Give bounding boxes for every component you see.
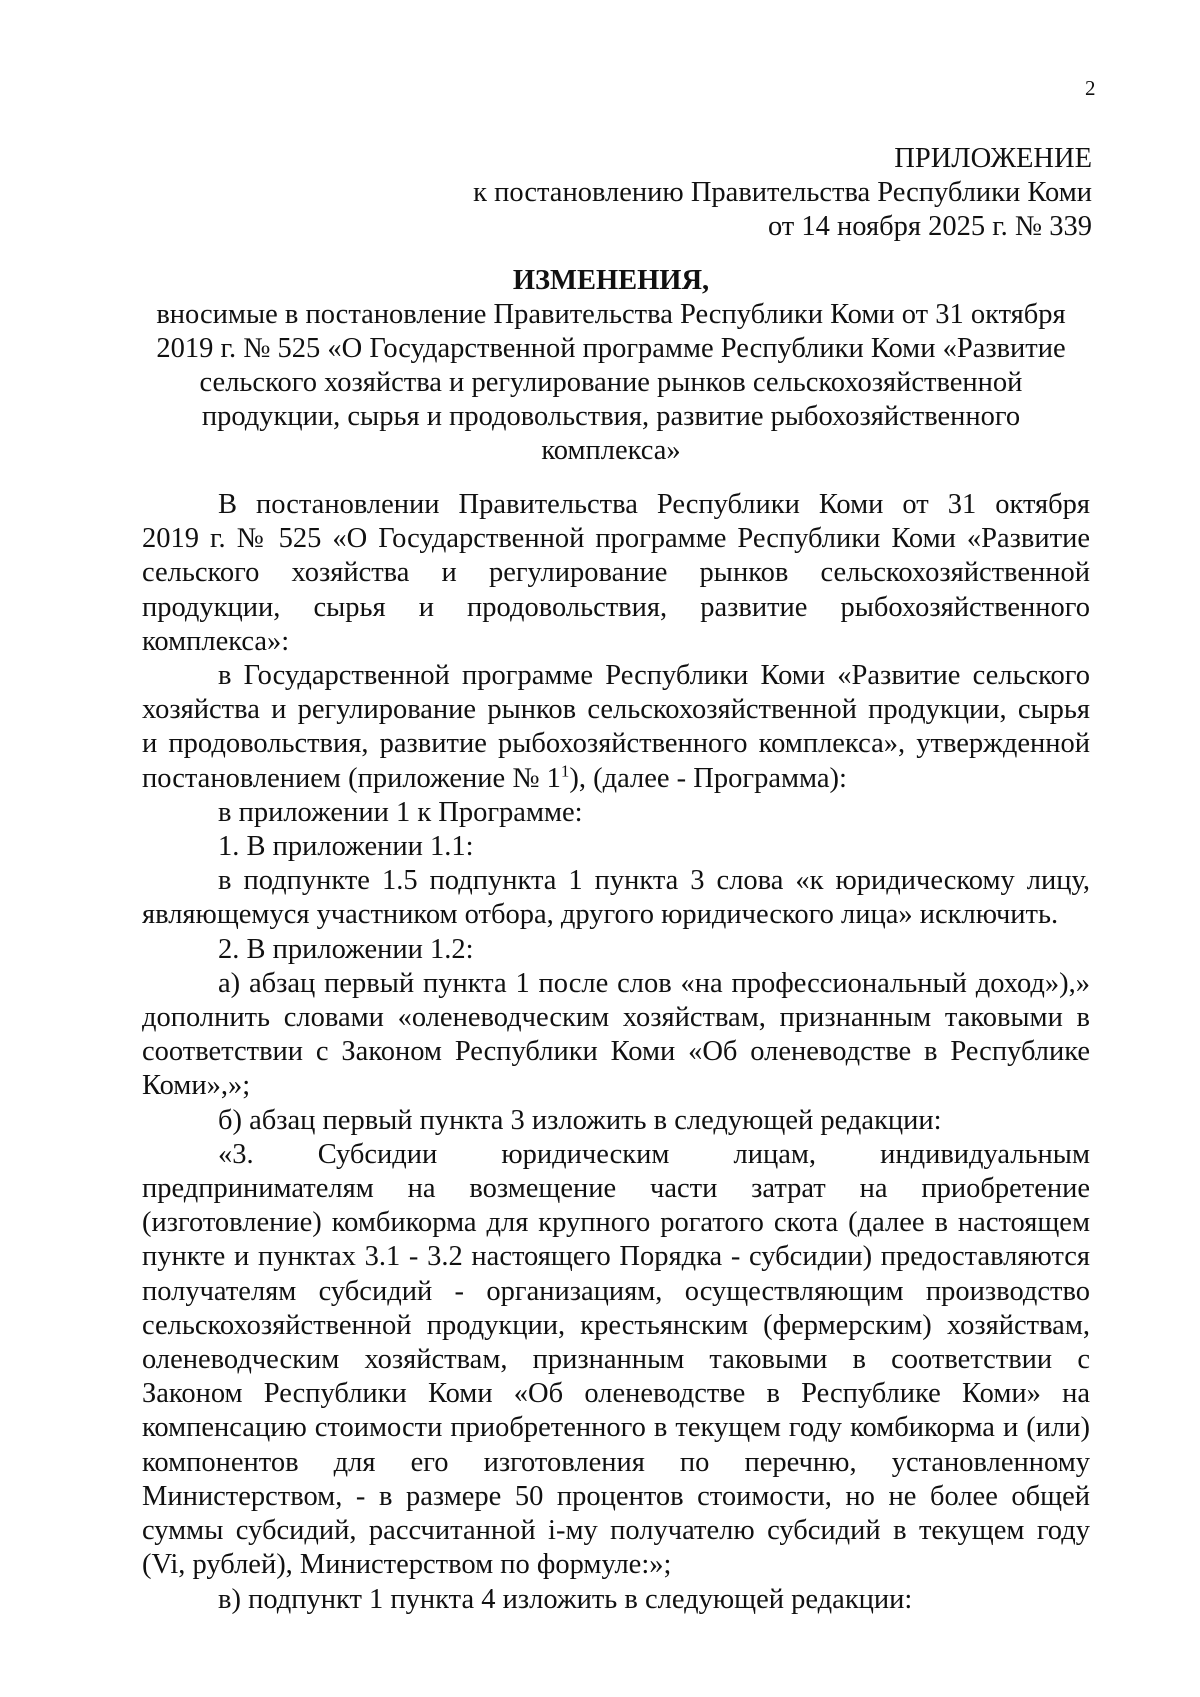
subtitle-line: 2019 г. № 525 «О Государственной программе Республики Коми «Развитие <box>156 333 1066 364</box>
text-line: являющемуся участником отбора, другого юридического лица» исключить. <box>142 899 1059 931</box>
text-line: в подпункте 1.5 подпункта 1 пункта 3 слова «к юридическому лицу, <box>218 865 1090 897</box>
appendix-resolution: к постановлению Правительства Республики Коми <box>473 177 1092 208</box>
text-line: б) абзац первый пункта 3 изложить в следующей редакции: <box>218 1104 942 1136</box>
text-line: хозяйства и регулирование рынков сельскохозяйственной продукции, сырья <box>142 694 1090 726</box>
text-line: Коми»,»; <box>142 1070 251 1102</box>
text-line: пункте и пунктах 3.1 - 3.2 настоящего Порядка - субсидии) предоставляются <box>142 1241 1090 1273</box>
text-line: суммы субсидий, рассчитанной i-му получателю субсидий в текущем году <box>142 1515 1090 1547</box>
paragraph <box>142 488 1090 659</box>
text-line: оленеводческим хозяйствам, признанным таковыми в соответствии с <box>142 1344 1090 1376</box>
text-line: сельского хозяйства и регулирование рынков сельскохозяйственной <box>142 557 1090 589</box>
text-line: комплекса»: <box>142 625 290 657</box>
appendix-header <box>392 142 1092 244</box>
subtitle-line: комплекса» <box>541 435 681 466</box>
text-line: Законом Республики Коми «Об оленеводстве в Республике Коми» на <box>142 1378 1090 1410</box>
text-line: (Vi, рублей), Министерством по формуле:»; <box>142 1549 672 1581</box>
paragraph <box>142 967 1090 1104</box>
document-body <box>142 488 1090 1617</box>
text-line: и продовольствия, развитие рыбохозяйственного комплекса», утвержденной <box>142 728 1090 760</box>
text-line: в) подпункт 1 пункта 4 изложить в следующей редакции: <box>218 1583 913 1615</box>
text-line: компонентов для его изготовления по перечню, установленному <box>142 1446 1090 1478</box>
text-fragment: ), (далее - Программа): <box>569 762 847 794</box>
paragraph <box>142 864 1090 932</box>
appendix-label: ПРИЛОЖЕНИЕ <box>894 143 1092 174</box>
text-line: компенсацию стоимости приобретенного в текущем году комбикорма и (или) <box>142 1412 1090 1444</box>
text-line: соответствии с Законом Республики Коми «Об оленеводстве в Республике <box>142 1036 1090 1068</box>
subtitle-line: сельского хозяйства и регулирование рынков сельскохозяйственной <box>199 367 1023 398</box>
text-line: в приложении 1 к Программе: <box>218 796 583 828</box>
text-line: (изготовление) комбикорма для крупного рогатого скота (далее в настоящем <box>142 1207 1090 1239</box>
appendix-date-number: от 14 ноября 2025 г. № 339 <box>767 211 1092 242</box>
text-line: предпринимателям на возмещение части затрат на приобретение <box>142 1173 1090 1205</box>
footnote-marker: 1 <box>560 761 570 781</box>
text-line: Министерством, - в размере 50 процентов стоимости, но не более общей <box>142 1480 1090 1512</box>
text-line: в Государственной программе Республики Коми «Развитие сельского <box>218 660 1090 692</box>
text-line: дополнить словами «оленеводческим хозяйствам, признанным таковыми в <box>142 1002 1090 1034</box>
text-line: «3. Субсидии юридическим лицам, индивидуальным <box>218 1138 1090 1170</box>
text-line: продукции, сырья и продовольствия, развитие рыбохозяйственного <box>142 591 1090 623</box>
text-line: получателям субсидий - организациям, осуществляющим производство <box>142 1275 1090 1307</box>
text-line <box>142 762 1090 796</box>
document-title: ИЗМЕНЕНИЯ, <box>512 265 710 296</box>
text-line: 2019 г. № 525 «О Государственной программе Республики Коми «Развитие <box>142 523 1090 555</box>
paragraph <box>142 1138 1090 1583</box>
text-fragment: постановлением (приложение № 1 <box>142 762 561 794</box>
text-line: сельскохозяйственной продукции, крестьянским (фермерским) хозяйствам, <box>142 1309 1090 1341</box>
text-line: 2. В приложении 1.2: <box>218 933 474 965</box>
text-line: а) абзац первый пункта 1 после слов «на профессиональный доход»),» <box>218 967 1090 999</box>
subtitle-line: вносимые в постановление Правительства Республики Коми от 31 октября <box>156 299 1066 330</box>
page-number: 2 <box>1085 76 1096 100</box>
paragraph <box>142 659 1090 796</box>
document-subtitle <box>130 298 1092 468</box>
text-line: 1. В приложении 1.1: <box>218 831 474 863</box>
text-line: В постановлении Правительства Республики Коми от 31 октября <box>218 489 1090 520</box>
subtitle-line: продукции, сырья и продовольствия, развитие рыбохозяйственного <box>201 401 1021 432</box>
